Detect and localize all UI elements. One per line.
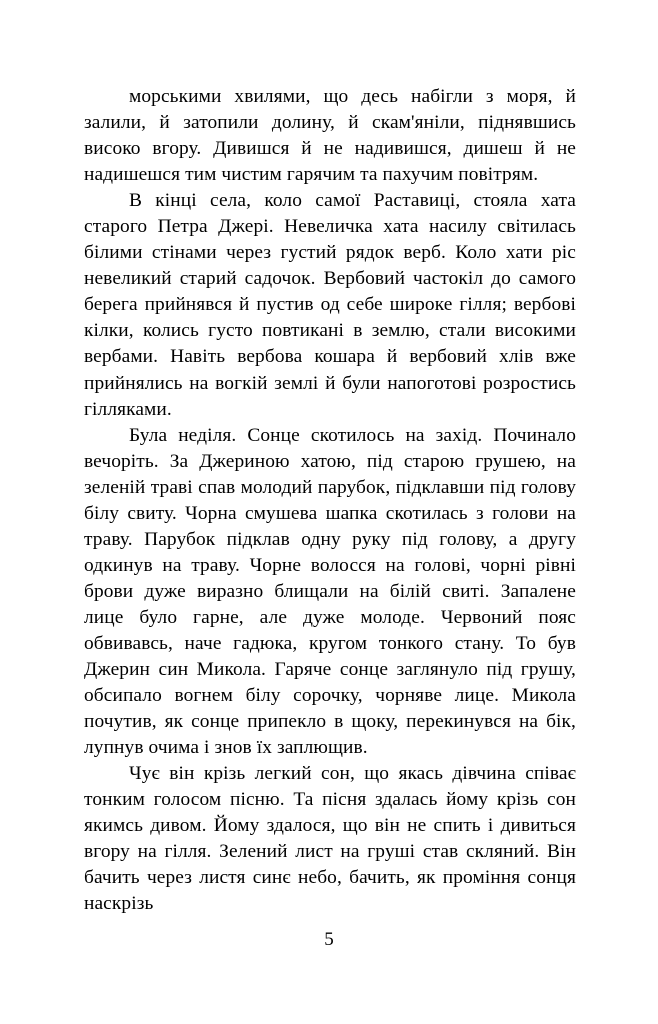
body-paragraph-3: Була неділя. Сонце скотилось на захід. Починало вечоріть. За Джериною хатою, під старою грушею, на зеленій траві спав молодий парубок, підклавши під голову білу свиту. Чорна смушева шапка скотилась з голови на траву. Парубок підклав одну руку під голову, а другу одкинув на траву. Чорне волосся на голові, чорні рівні брови дуже виразно блищали на білій свиті. Запалене лице було гарне, але дуже молоде. Червоний пояс обвивавсь, наче гадюка, кругом тонкого стану. То був Джерин син Микола. Гаряче сонце заглянуло під грушу, обсипало вогнем білу сорочку, чорняве лице. Микола почутив, як сонце припекло в щоку, перекинувся на бік, лупнув очима і знов їх заплющив.: [84, 424, 576, 759]
body-paragraph-1: морськими хвилями, що десь набігли з моря, й залили, й затопили долину, й скам'яніли, піднявшись високо вгору. Дивишся й не надивишся, дишеш й не надишешся тим чистим гарячим та пахучим повітрям.: [84, 86, 576, 186]
body-paragraph-4: Чує він крізь легкий сон, що якась дівчина співає тонким голосом пісню. Та пісня здалась йому крізь сон якимсь дивом. Йому здалося, що він не спить і дивиться вгору на гілля. Зелений лист на груші став скляний. Він бачить через листя синє небо, бачить, як проміння сонця наскрізь: [84, 763, 576, 915]
body-paragraph-2: В кінці села, коло самої Раставиці, стояла хата старого Петра Джері. Невеличка хата насилу світилась білими стінами через густий рядок верб. Коло хати ріс невеликий старий садочок. Вербовий частокіл до самого берега прийнявся й пустив од себе широке гілля; вербові кілки, колись густо повтикані в землю, стали високими вербами. Навіть вербова кошара й вербовий хлів вже прийнялись на вогкій землі й були напоготові розростись гілляками.: [84, 190, 576, 420]
page-number: 5: [324, 929, 334, 950]
page-text-block: [84, 84, 576, 918]
